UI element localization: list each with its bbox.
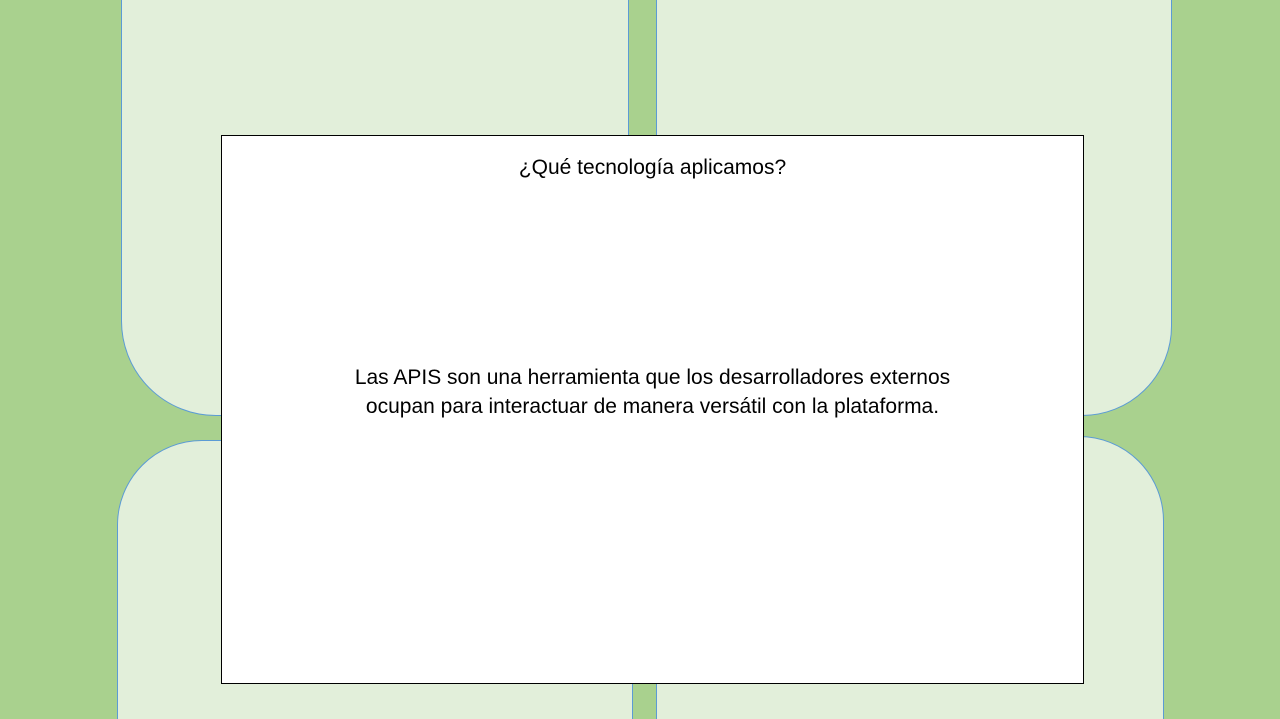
slide-title: ¿Qué tecnología aplicamos? [518,156,787,179]
content-box [221,135,1084,684]
slide-body-text [222,363,1083,421]
body-line-2: ocupan para interactuar de manera versátil con la plataforma. [365,395,940,418]
body-line-1: Las APIS son una herramienta que los desarrolladores externos [354,366,951,389]
